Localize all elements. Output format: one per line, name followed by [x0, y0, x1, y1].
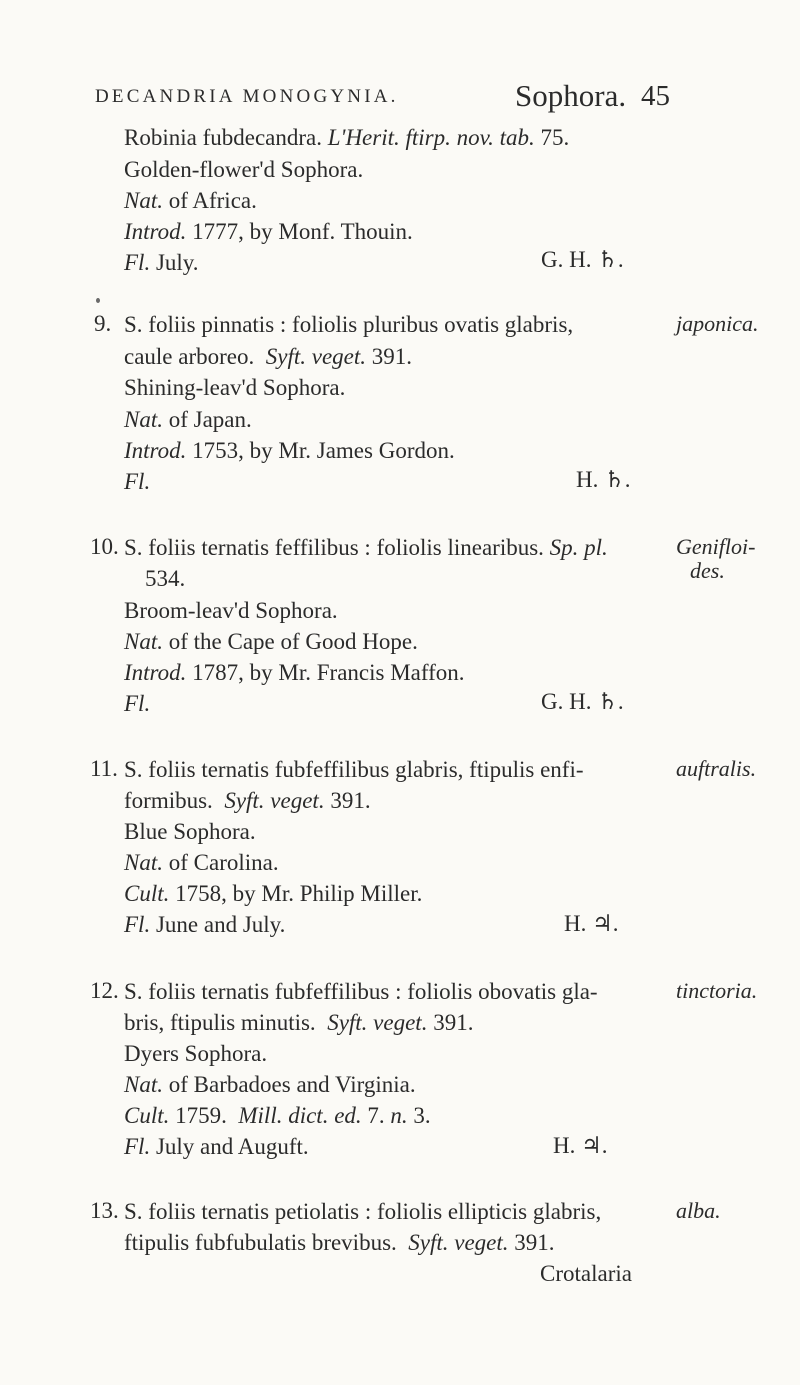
entry-12-number: 12.	[90, 978, 119, 1003]
entry-11-habitat: H. ♃.	[564, 911, 619, 936]
entry-12-native: Nat. of Barbadoes and Virginia.	[124, 1072, 416, 1097]
page-number: 45	[641, 80, 670, 112]
entry-8-native: Nat. of Africa.	[124, 188, 257, 213]
entry-11-species-name: auftralis.	[676, 756, 757, 781]
entry-12-line-1: S. foliis ternatis fubfeffilibus : foliolis obovatis gla-	[124, 979, 598, 1004]
entry-9-flowering: Fl.	[124, 469, 151, 494]
entry-11-cultivated: Cult. 1758, by Mr. Philip Miller.	[124, 881, 423, 906]
entry-8-habitat: G. H. ♄.	[541, 247, 624, 272]
entry-9-common-name: Shining-leav'd Sophora.	[124, 375, 346, 400]
entry-10-flowering: Fl.	[124, 691, 151, 716]
entry-9-line-2: caule arboreo. Syft. veget. 391.	[124, 344, 413, 369]
entry-11-flowering: Fl. June and July.	[124, 912, 286, 937]
entry-9-species-name: japonica.	[676, 311, 759, 336]
entry-13-line-2: ftipulis fubfubulatis brevibus. Syft. veget. 391.	[124, 1230, 555, 1255]
print-speck	[96, 298, 100, 303]
entry-10-introduced: Introd. 1787, by Mr. Francis Maffon.	[124, 660, 465, 685]
entry-13-number: 13.	[90, 1198, 119, 1223]
entry-9-habitat: H. ♄.	[576, 467, 631, 492]
entry-8-introduced: Introd. 1777, by Monf. Thouin.	[124, 219, 413, 244]
entry-11-line-1: S. foliis ternatis fubfeffilibus glabris, ftipulis enfi-	[124, 757, 584, 782]
entry-10-line-1: S. foliis ternatis feffilibus : foliolis linearibus. Sp. pl.	[124, 535, 608, 560]
entry-9-line-1: S. foliis pinnatis : foliolis pluribus ovatis glabris,	[124, 312, 574, 337]
header-class: DECANDRIA MONOGYNIA.	[95, 86, 399, 107]
catchword: Crotalaria	[540, 1261, 632, 1286]
entry-9-number: 9.	[94, 311, 112, 336]
running-header	[95, 78, 670, 118]
entry-10-species-name-1: Genifloi-	[676, 534, 756, 559]
entry-11-number: 11.	[90, 756, 118, 781]
entry-11-native: Nat. of Carolina.	[124, 850, 279, 875]
header-genus: Sophora.	[515, 78, 627, 113]
entry-11-line-2: formibus. Syft. veget. 391.	[124, 788, 371, 813]
entry-12-flowering: Fl. July and Auguft.	[124, 1134, 309, 1159]
entry-10-species-name-2: des.	[690, 558, 725, 583]
entry-12-cultivated: Cult. 1759. Mill. dict. ed. 7. n. 3.	[124, 1103, 431, 1128]
entry-8-line-1: Robinia fubdecandra. L'Herit. ftirp. nov. tab. 75.	[124, 125, 570, 150]
entry-10-common-name: Broom-leav'd Sophora.	[124, 598, 338, 623]
entry-8-flowering: Fl. July.	[124, 250, 199, 275]
entry-10-native: Nat. of the Cape of Good Hope.	[124, 629, 418, 654]
entry-12-common-name: Dyers Sophora.	[124, 1041, 268, 1066]
entry-13-species-name: alba.	[676, 1198, 721, 1223]
entry-12-habitat: H. ♃.	[553, 1133, 608, 1158]
entry-12-line-2: bris, ftipulis minutis. Syft. veget. 391.	[124, 1010, 474, 1035]
entry-9-native: Nat. of Japan.	[124, 407, 252, 432]
entry-8-common-name: Golden-flower'd Sophora.	[124, 157, 364, 182]
entry-11-common-name: Blue Sophora.	[124, 819, 256, 844]
entry-10-number: 10.	[90, 534, 119, 559]
entry-9-introduced: Introd. 1753, by Mr. James Gordon.	[124, 438, 455, 463]
entry-13-line-1: S. foliis ternatis petiolatis : foliolis ellipticis glabris,	[124, 1199, 602, 1224]
entry-10-line-2: 534.	[145, 566, 186, 591]
entry-12-species-name: tinctoria.	[676, 978, 758, 1003]
entry-10-habitat: G. H. ♄.	[541, 689, 624, 714]
